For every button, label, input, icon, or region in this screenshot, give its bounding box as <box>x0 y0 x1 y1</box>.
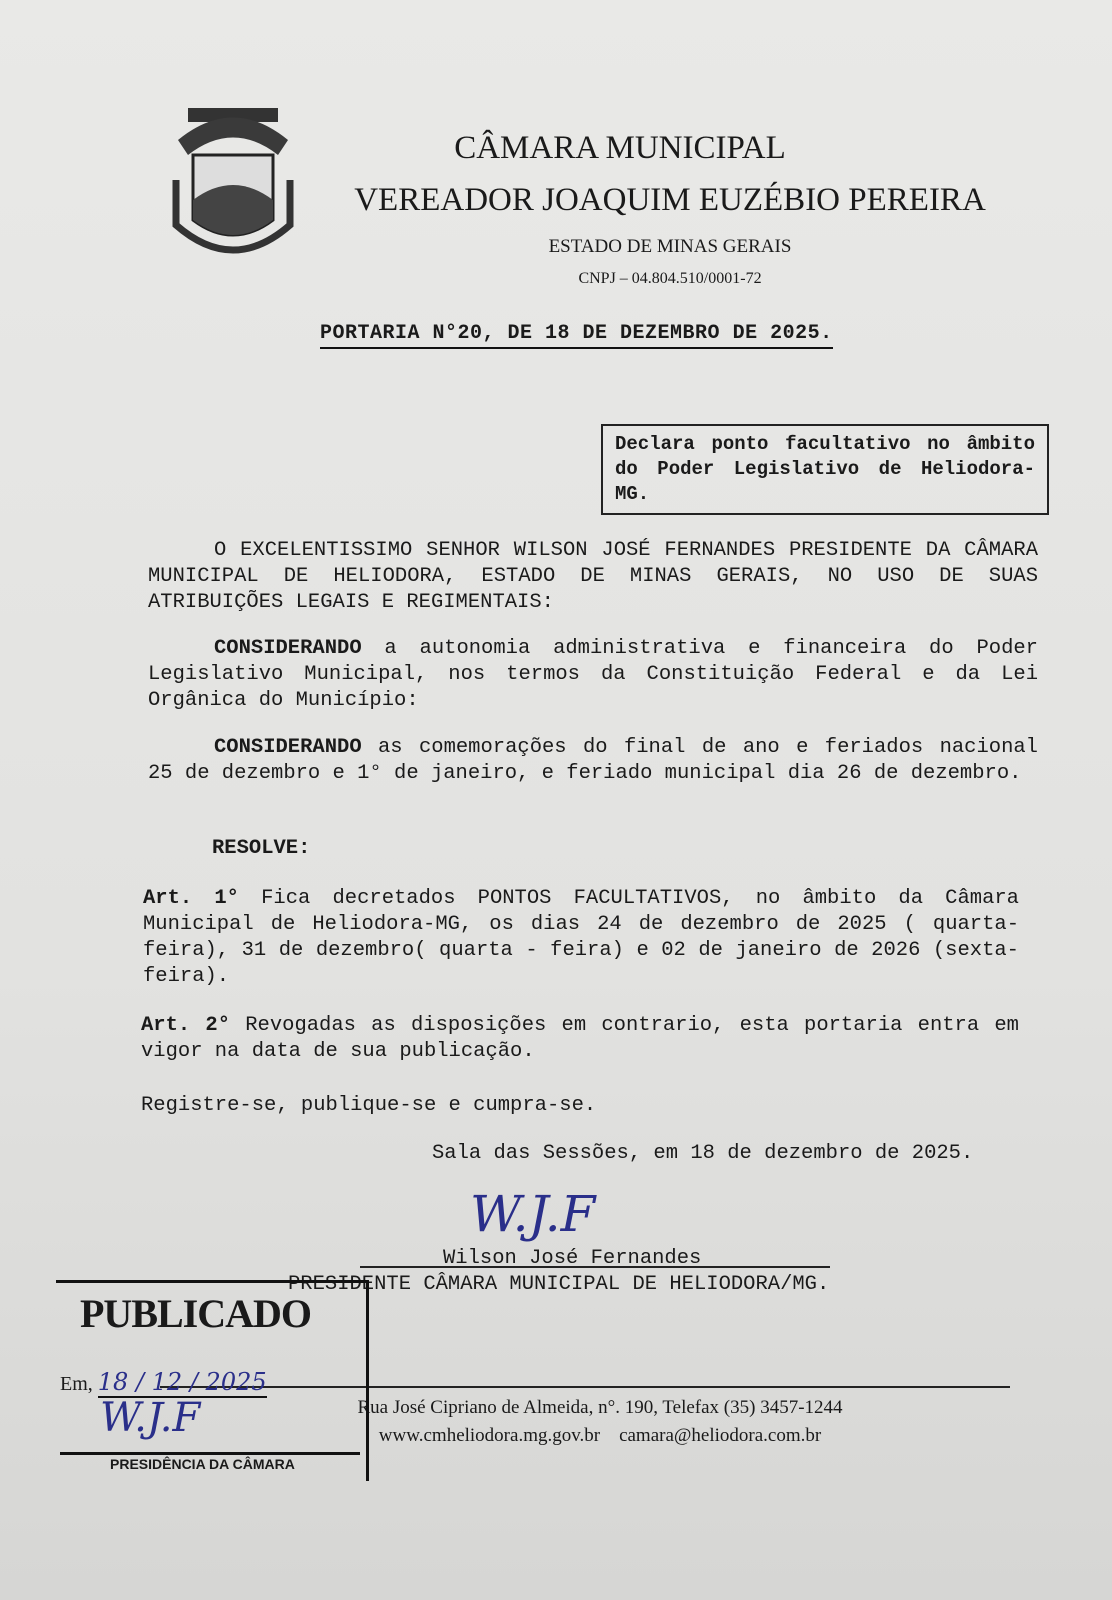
document-title: PORTARIA N°20, DE 18 DE DEZEMBRO DE 2025. <box>320 322 833 349</box>
footer-address: Rua José Cipriano de Almeida, n°. 190, Telefax (35) 3457-1244 <box>357 1397 843 1418</box>
intro-paragraph: O EXCELENTISSIMO SENHOR WILSON JOSÉ FERNANDES PRESIDENTE DA CÂMARA MUNICIPAL DE HELIODORA, ESTADO DE MINAS GERAIS, NO USO DE SUAS ATRIBUIÇÕES LEGAIS E REGIMENTAIS: <box>148 539 1038 614</box>
considerando-2 <box>148 735 1038 787</box>
article-text: Fica decretados PONTOS FACULTATIVOS, no âmbito da Câmara Municipal de Heliodora-MG, os dias 24 de dezembro de 2025 ( quarta-feira), 31 de dezembro( quarta - feira) e 02 de janeiro de 2026 (sexta-feira). <box>143 887 1019 988</box>
stamp-caption: PRESIDÊNCIA DA CÂMARA <box>110 1456 295 1472</box>
header-cnpj: CNPJ – 04.804.510/0001-72 <box>578 270 762 287</box>
footer-website: www.cmheliodora.mg.gov.br <box>378 1425 601 1446</box>
considerando-1 <box>148 636 1038 714</box>
stamp-signature-line <box>60 1452 360 1455</box>
considerando-text: a autonomia administrativa e financeira do Poder Legislativo Municipal, nos termos da Constituição Federal e da Lei Orgânica do Município: <box>148 637 1038 712</box>
header-chamber-name: CÂMARA MUNICIPAL <box>454 130 786 166</box>
stamp-title: PUBLICADO <box>80 1291 312 1336</box>
signer-name: Wilson José Fernandes <box>443 1247 702 1270</box>
stamp-em-label: Em, <box>60 1373 93 1395</box>
article-2 <box>141 1013 1019 1065</box>
considerando-label: CONSIDERANDO <box>214 637 362 660</box>
footer-email: camara@heliodora.com.br <box>619 1425 822 1446</box>
place-and-date: Sala das Sessões, em 18 de dezembro de 2025. <box>432 1142 974 1165</box>
article-1 <box>143 886 1019 990</box>
considerando-text: as comemorações do final de ano e feriados nacional 25 de dezembro e 1° de janeiro, e feriado municipal dia 26 de dezembro. <box>148 736 1038 785</box>
header-chamber-patron: VEREADOR JOAQUIM EUZÉBIO PEREIRA <box>354 182 986 218</box>
closing-formula: Registre-se, publique-se e cumpra-se. <box>141 1094 597 1117</box>
ementa-box: Declara ponto facultativo no âmbito do Poder Legislativo de Heliodora-MG. <box>601 424 1049 515</box>
article-text: Revogadas as disposições em contrario, esta portaria entra em vigor na data de sua publicação. <box>141 1014 1019 1063</box>
footer-web-email <box>310 1422 890 1450</box>
article-label: Art. 2° <box>141 1014 231 1037</box>
article-label: Art. 1° <box>143 887 239 910</box>
municipal-coat-of-arms-logo <box>168 100 298 260</box>
header-state: ESTADO DE MINAS GERAIS <box>548 236 792 257</box>
stamp-signature: W.J.F <box>100 1395 201 1441</box>
footer-contact <box>310 1394 890 1450</box>
signature: W.J.F <box>470 1185 596 1243</box>
stamp-date-row <box>60 1368 267 1396</box>
signer-role: PRESIDENTE CÂMARA MUNICIPAL DE HELIODORA/MG. <box>288 1273 830 1296</box>
resolve-heading: RESOLVE: <box>212 837 311 860</box>
stamp-date: 18 / 12 / 2025 <box>97 1368 267 1396</box>
considerando-label: CONSIDERANDO <box>214 736 362 759</box>
